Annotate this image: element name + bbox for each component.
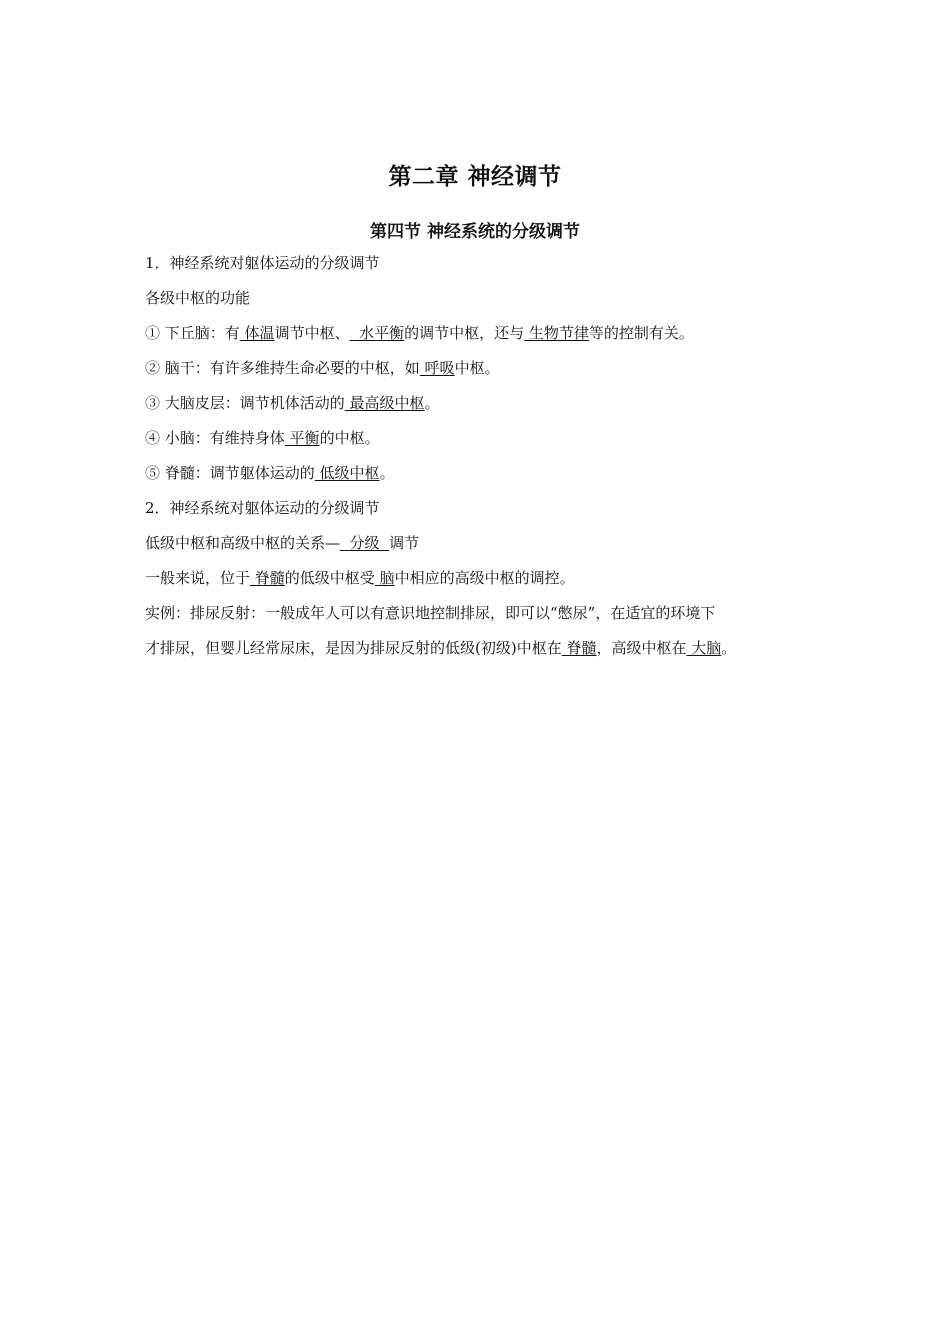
- document-body: [145, 250, 810, 670]
- text-line: [145, 495, 810, 530]
- text-segment: 中枢。: [454, 359, 500, 377]
- chapter-title: 第二章 神经调节: [388, 164, 562, 190]
- text-segment: 。: [379, 464, 395, 482]
- section-title: 第四节 神经系统的分级调节: [370, 222, 580, 242]
- text-line: [145, 565, 810, 600]
- fill-in-answer: 脊髓: [250, 569, 285, 587]
- fill-in-answer: 呼吸: [419, 359, 455, 377]
- fill-in-answer: 体温: [239, 324, 275, 342]
- text-line: [145, 635, 810, 670]
- text-line: [145, 355, 810, 390]
- text-line: [145, 285, 810, 320]
- text-segment: ③ 大脑皮层：调节机体活动的: [145, 394, 345, 412]
- text-line: [145, 320, 810, 355]
- text-segment: 的调节中枢，还与: [404, 324, 525, 342]
- text-segment: 调节: [389, 534, 420, 552]
- text-line: [145, 460, 810, 495]
- text-segment: 2．神经系统对躯体运动的分级调节: [145, 499, 380, 517]
- fill-in-answer: 低级中枢: [314, 464, 380, 482]
- text-segment: 的低级中枢受: [284, 569, 375, 587]
- text-segment: ，高级中枢在: [596, 639, 687, 657]
- text-segment: 低级中枢和高级中枢的关系—: [145, 534, 341, 552]
- fill-in-answer: 脑: [374, 569, 395, 587]
- fill-in-answer: 分级: [340, 534, 390, 552]
- text-segment: 。: [721, 639, 737, 657]
- fill-in-answer: 水平衡: [349, 324, 405, 342]
- text-segment: 1．神经系统对躯体运动的分级调节: [145, 254, 380, 272]
- text-line: [145, 600, 810, 635]
- fill-in-answer: 脊髓: [561, 639, 597, 657]
- text-segment: ④ 小脑：有维持身体: [145, 429, 285, 447]
- text-line: [145, 530, 810, 565]
- text-segment: ② 脑干：有许多维持生命必要的中枢，如: [145, 359, 420, 377]
- text-segment: 实例：排尿反射：一般成年人可以有意识地控制排尿，即可以“憋尿”，在适宜的环境下: [145, 604, 716, 622]
- fill-in-answer: 生物节律: [524, 324, 589, 342]
- text-segment: ⑤ 脊髓：调节躯体运动的: [145, 464, 315, 482]
- text-segment: 调节中枢、: [274, 324, 350, 342]
- text-line: [145, 425, 810, 460]
- text-segment: 中相应的高级中枢的调控。: [394, 569, 575, 587]
- fill-in-answer: 平衡: [284, 429, 320, 447]
- fill-in-answer: 最高级中枢: [344, 394, 425, 412]
- text-segment: 一般来说，位于: [145, 569, 251, 587]
- text-segment: 的中枢。: [319, 429, 380, 447]
- text-segment: ① 下丘脑：有: [145, 324, 240, 342]
- text-segment: 等的控制有关。: [588, 324, 694, 342]
- text-segment: 才排尿，但婴儿经常尿床，是因为排尿反射的低级(初级)中枢在: [145, 639, 562, 657]
- text-line: [145, 250, 810, 285]
- text-segment: 各级中枢的功能: [145, 289, 251, 307]
- text-line: [145, 390, 810, 425]
- text-segment: 。: [424, 394, 440, 412]
- fill-in-answer: 大脑: [686, 639, 722, 657]
